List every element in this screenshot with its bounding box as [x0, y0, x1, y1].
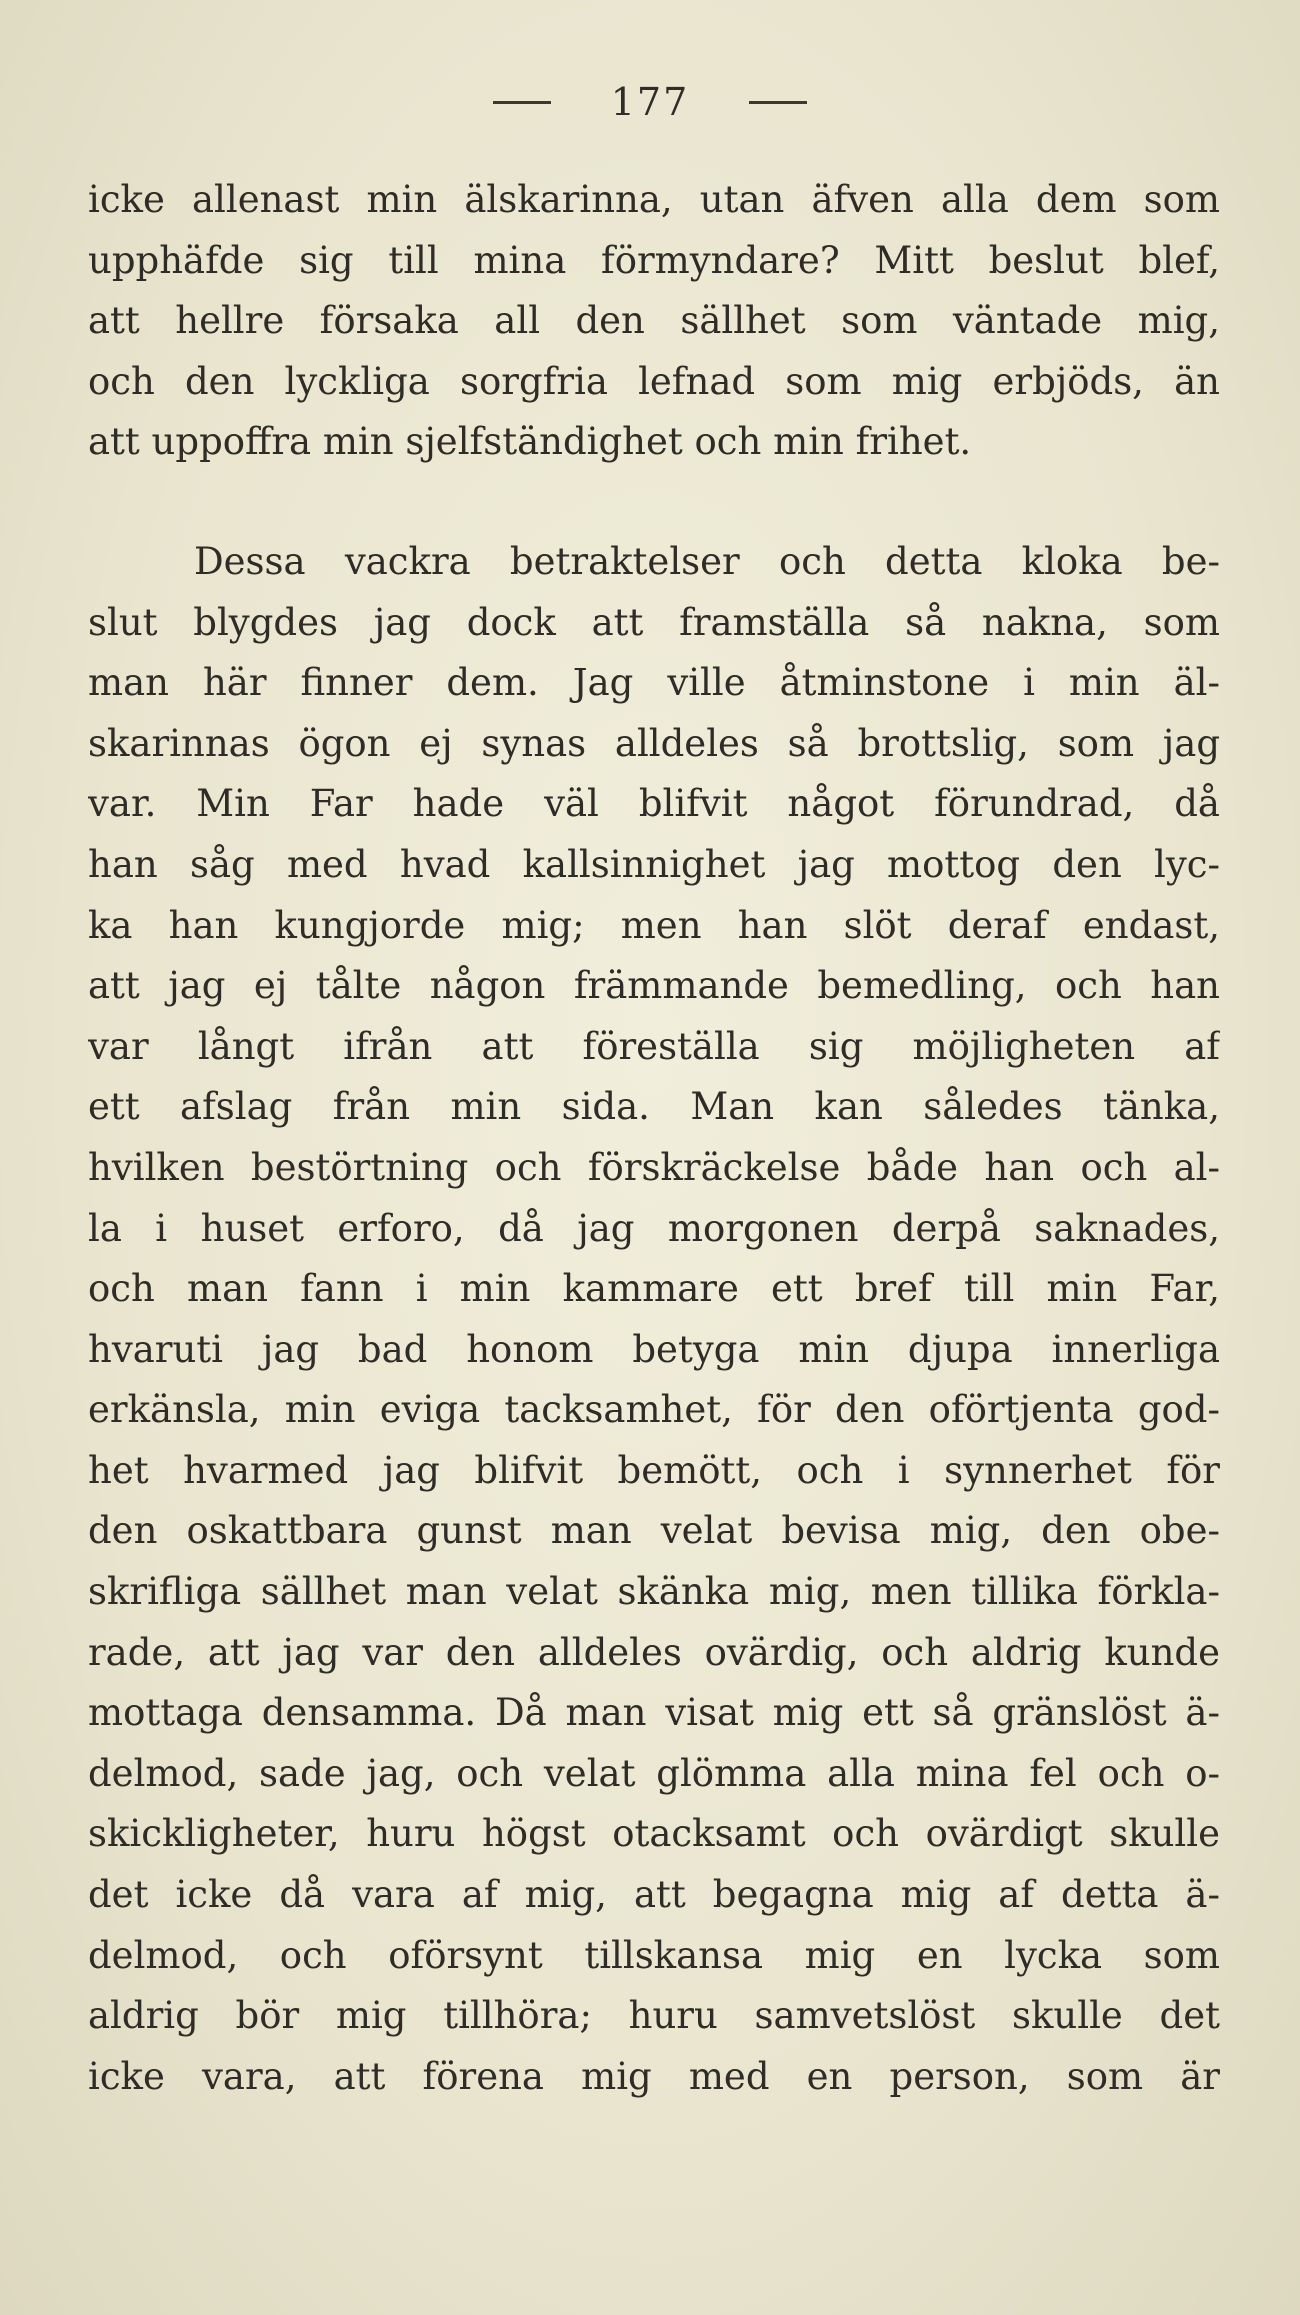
- text-line: att jag ej tålte någon främmande bemedling, och han: [88, 964, 1220, 1008]
- text-line: var långt ifrån att föreställa sig möjligheten af: [88, 1024, 1220, 1068]
- text-line: icke vara, att förena mig med en person, som är: [88, 2054, 1220, 2098]
- text-line: delmod, och oförsynt tillskansa mig en lycka som: [88, 1933, 1220, 1977]
- text-line: delmod, sade jag, och velat glömma alla mina fel och o-: [88, 1751, 1220, 1795]
- text-line: upphäfde sig till mina förmyndare? Mitt beslut blef,: [88, 238, 1220, 282]
- text-line: att hellre försaka all den sällhet som väntade mig,: [88, 299, 1220, 343]
- page-number: 177: [610, 80, 690, 124]
- left-dash: [493, 101, 551, 104]
- text-line: ett afslag från min sida. Man kan således tänka,: [88, 1085, 1220, 1129]
- text-line: het hvarmed jag blifvit bemött, och i synnerhet för: [88, 1448, 1220, 1492]
- text-line: det icke då vara af mig, att begagna mig af detta ä-: [88, 1873, 1220, 1917]
- body-text: [88, 170, 1220, 2107]
- text-line: och man fann i min kammare ett bref till min Far,: [88, 1267, 1220, 1311]
- right-dash: [749, 101, 807, 104]
- text-line: Dessa vackra betraktelser och detta kloka be-: [194, 539, 1220, 583]
- text-line: erkänsla, min eviga tacksamhet, för den oförtjenta god-: [88, 1388, 1220, 1432]
- text-line: aldrig bör mig tillhöra; huru samvetslöst skulle det: [88, 1994, 1220, 2038]
- text-line: la i huset erforo, då jag morgonen derpå saknades,: [88, 1206, 1220, 1250]
- paragraph-gap: [88, 473, 1220, 532]
- text-line: skarinnas ögon ej synas alldeles så brottslig, som jag: [88, 721, 1220, 765]
- text-line: han såg med hvad kallsinnighet jag mottog den lyc-: [88, 842, 1220, 886]
- text-line: hvilken bestörtning och förskräckelse både han och al-: [88, 1145, 1220, 1189]
- paragraph-2: [88, 532, 1220, 2107]
- text-line: ka han kungjorde mig; men han slöt deraf endast,: [88, 903, 1220, 947]
- text-line: och den lyckliga sorgfria lefnad som mig erbjöds, än: [88, 359, 1220, 403]
- text-line: skickligheter, huru högst otacksamt och ovärdigt skulle: [88, 1812, 1220, 1856]
- text-line: den oskattbara gunst man velat bevisa mig, den obe-: [88, 1509, 1220, 1553]
- text-line: att uppoffra min sjelfständighet och min frihet.: [88, 420, 972, 464]
- text-line: skrifliga sällhet man velat skänka mig, men tillika förkla-: [88, 1570, 1220, 1614]
- text-line: slut blygdes jag dock att framställa så nakna, som: [88, 600, 1220, 644]
- page-header: [0, 80, 1300, 124]
- paragraph-1: [88, 170, 1220, 473]
- text-line: mottaga densamma. Då man visat mig ett så gränslöst ä-: [88, 1691, 1220, 1735]
- text-line: rade, att jag var den alldeles ovärdig, och aldrig kunde: [88, 1630, 1220, 1674]
- text-line: man här finner dem. Jag ville åtminstone i min äl-: [88, 661, 1220, 705]
- text-line: icke allenast min älskarinna, utan äfven alla dem som: [88, 178, 1220, 221]
- text-line: hvaruti jag bad honom betyga min djupa innerliga: [88, 1327, 1220, 1371]
- text-line: var. Min Far hade väl blifvit något förundrad, då: [88, 782, 1220, 826]
